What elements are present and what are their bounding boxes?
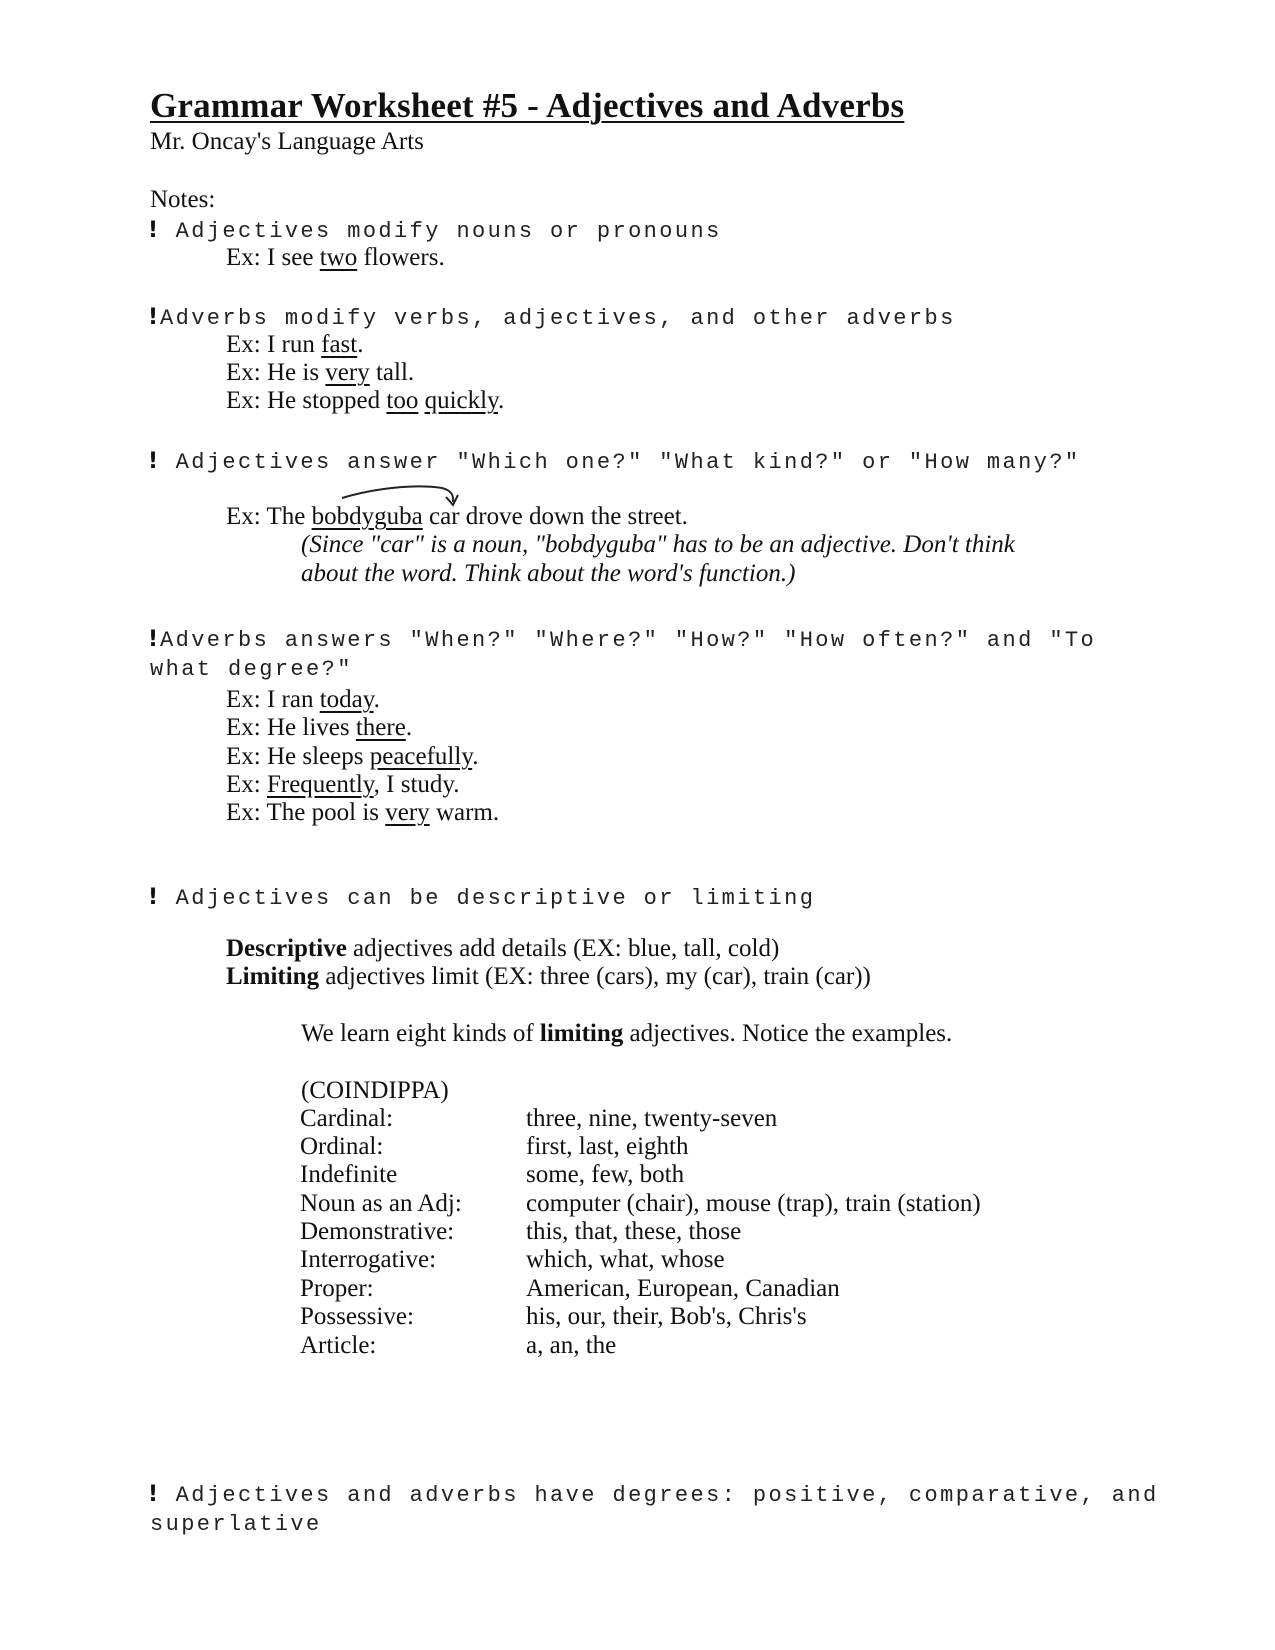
- table-row-label: Article:: [300, 1332, 377, 1359]
- underlined-word: very: [385, 799, 430, 826]
- example-text: Ex: I ran: [226, 686, 320, 713]
- example-line: [226, 771, 460, 799]
- example-line: [226, 799, 499, 827]
- note-descriptive-limiting: [148, 885, 815, 911]
- table-row-value: which, what, whose: [526, 1246, 725, 1273]
- example-text: Ex: The: [226, 503, 312, 530]
- example-line: [226, 503, 688, 531]
- underlined-word: fast: [321, 331, 358, 358]
- page-subtitle: Mr. Oncay's Language Arts: [150, 128, 424, 155]
- underlined-word: today: [319, 686, 374, 713]
- example-line: [226, 359, 414, 387]
- acronym: (COINDIPPA): [301, 1077, 449, 1104]
- underlined-word: there: [355, 714, 406, 741]
- intro-text: We learn eight kinds of: [301, 1020, 540, 1047]
- example-text: Ex: He stopped: [226, 387, 387, 414]
- example-text: .: [405, 714, 413, 741]
- table-row-value: his, our, their, Bob's, Chris's: [526, 1303, 807, 1330]
- example-text: Ex: I run: [226, 331, 322, 358]
- table-row-value: computer (chair), mouse (trap), train (station): [526, 1190, 981, 1217]
- table-row-label: Possessive:: [300, 1303, 414, 1330]
- example-text: Ex: He is: [226, 359, 326, 386]
- table-row-value: a, an, the: [526, 1332, 617, 1359]
- note-text: Adjectives answer "Which one?" "What kind?" or "How many?": [175, 450, 1081, 475]
- note-adverbs-answer: [148, 627, 1096, 653]
- table-row-label: Demonstrative:: [300, 1218, 455, 1245]
- underlined-word: peacefully: [369, 743, 473, 770]
- note-text: Adverbs modify verbs, adjectives, and other adverbs: [160, 306, 956, 331]
- note-adjectives-answer: [148, 449, 1081, 475]
- table-row-label: Cardinal:: [300, 1105, 394, 1132]
- table-row-value: some, few, both: [526, 1161, 685, 1188]
- table-row-label: Indefinite: [300, 1161, 398, 1188]
- table-row-value: first, last, eighth: [526, 1133, 689, 1160]
- bullet-icon: !: [148, 885, 159, 910]
- table-row-value: three, nine, twenty-seven: [526, 1105, 778, 1132]
- underlined-word: very: [325, 359, 370, 386]
- example-line: [226, 714, 412, 742]
- example-line: [226, 244, 445, 272]
- example-text: Ex: He lives: [226, 714, 356, 741]
- table-row-label: Noun as an Adj:: [300, 1190, 462, 1217]
- bullet-icon: !: [148, 449, 159, 474]
- notes-label: Notes:: [150, 186, 216, 213]
- example-text: tall.: [369, 359, 415, 386]
- bullet-icon: !: [148, 627, 159, 652]
- bullet-icon: !: [148, 1482, 159, 1507]
- example-line: [226, 387, 504, 415]
- table-row-label: Proper:: [300, 1275, 374, 1302]
- note-adjectives-modify: [148, 218, 722, 244]
- note-text: Adjectives modify nouns or pronouns: [175, 219, 722, 244]
- underlined-word: bobdyguba: [311, 503, 423, 530]
- explanation-line: (Since "car" is a noun, "bobdyguba" has to be an adjective. Don't think: [301, 531, 1015, 558]
- underlined-word: quickly: [424, 387, 498, 414]
- example-text: , I study.: [373, 771, 460, 798]
- note-text: Adjectives and adverbs have degrees: positive, comparative, and: [175, 1483, 1159, 1508]
- example-text: Ex: The pool is: [226, 799, 386, 826]
- explanation-line: about the word. Think about the word's function.): [301, 560, 796, 587]
- note-text-continued: superlative: [150, 1512, 322, 1537]
- example-text: Ex:: [226, 771, 267, 798]
- example-text: Ex: He sleeps: [226, 743, 370, 770]
- bold-term: Limiting: [226, 963, 320, 990]
- bullet-icon: !: [148, 218, 159, 243]
- underlined-word: two: [319, 244, 358, 271]
- example-text: .: [472, 743, 479, 770]
- example-text: Ex: I see: [226, 244, 320, 271]
- table-row-value: this, that, these, those: [526, 1218, 742, 1245]
- example-text: .: [357, 331, 364, 358]
- note-degrees: [148, 1482, 1159, 1508]
- limiting-line: [226, 963, 871, 991]
- table-row-label: Interrogative:: [300, 1246, 437, 1273]
- note-text: Adjectives can be descriptive or limiting: [175, 886, 816, 911]
- example-text: flowers.: [357, 244, 445, 271]
- table-row-label: Ordinal:: [300, 1133, 384, 1160]
- example-line: [226, 686, 380, 714]
- example-line: [226, 331, 363, 359]
- note-text: Adverbs answers "When?" "Where?" "How?" "How often?" and "To: [160, 628, 1097, 653]
- note-adverbs-modify: [148, 305, 956, 331]
- intro-text: adjectives. Notice the examples.: [623, 1020, 953, 1047]
- definition-text: adjectives add details (EX: blue, tall, cold): [346, 935, 780, 962]
- underlined-word: Frequently: [266, 771, 374, 798]
- bold-term: limiting: [539, 1020, 624, 1047]
- bullet-icon: !: [148, 305, 159, 330]
- example-text: .: [497, 387, 505, 414]
- kinds-intro: [301, 1020, 952, 1048]
- example-text: warm.: [429, 799, 500, 826]
- page-title: Grammar Worksheet #5 - Adjectives and Adverbs: [150, 86, 905, 125]
- descriptive-line: [226, 935, 779, 963]
- example-line: [226, 743, 478, 771]
- example-text: car drove down the street.: [422, 503, 688, 530]
- note-text-continued: what degree?": [150, 657, 353, 682]
- table-row-value: American, European, Canadian: [526, 1275, 840, 1302]
- definition-text: adjectives limit (EX: three (cars), my (car), train (car)): [319, 963, 871, 990]
- bold-term: Descriptive: [226, 935, 347, 962]
- underlined-word: too: [386, 387, 419, 414]
- example-text: .: [373, 686, 380, 713]
